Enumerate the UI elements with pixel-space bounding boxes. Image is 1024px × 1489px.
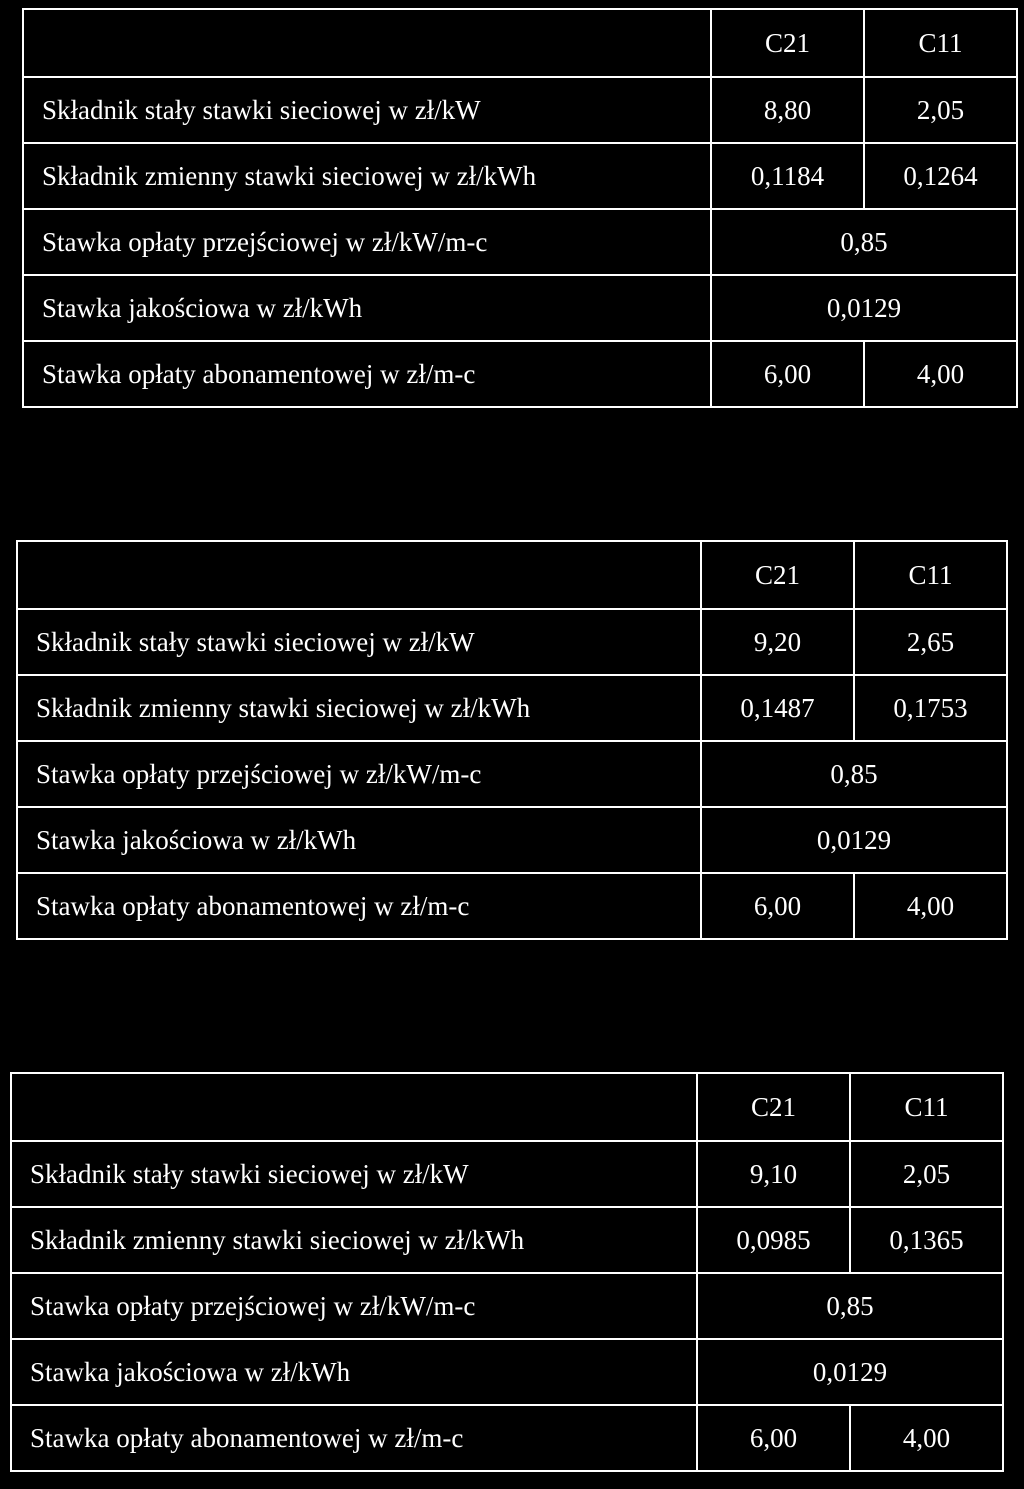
value-c11: 4,00 [854,873,1007,939]
value-c11: 2,05 [850,1141,1003,1207]
row-label: Składnik stały stawki sieciowej w zł/kW [17,609,701,675]
row-label: Stawka jakościowa w zł/kWh [11,1339,697,1405]
row-label: Stawka opłaty przejściowej w zł/kW/m-c [11,1273,697,1339]
value-c11: 4,00 [864,341,1017,407]
row-fixed-network [17,609,1007,675]
header-empty-cell [23,9,711,77]
table-header-row [23,9,1017,77]
row-label: Stawka jakościowa w zł/kWh [17,807,701,873]
value-c21: 6,00 [711,341,864,407]
value-c21: 0,1184 [711,143,864,209]
row-quality-rate [11,1339,1003,1405]
value-shared: 0,85 [711,209,1017,275]
row-subscription-fee [17,873,1007,939]
header-empty-cell [17,541,701,609]
value-shared: 0,0129 [697,1339,1003,1405]
row-transition-fee [23,209,1017,275]
value-c11: 2,65 [854,609,1007,675]
value-c11: 2,05 [864,77,1017,143]
row-transition-fee [17,741,1007,807]
row-label: Stawka opłaty abonamentowej w zł/m-c [17,873,701,939]
row-label: Stawka opłaty przejściowej w zł/kW/m-c [17,741,701,807]
tariff-table-2 [16,540,1008,940]
value-c11: 0,1753 [854,675,1007,741]
header-c11: C11 [850,1073,1003,1141]
value-c21: 0,0985 [697,1207,850,1273]
row-label: Stawka opłaty przejściowej w zł/kW/m-c [23,209,711,275]
value-c21: 8,80 [711,77,864,143]
value-c21: 6,00 [697,1405,850,1471]
value-shared: 0,0129 [701,807,1007,873]
value-shared: 0,0129 [711,275,1017,341]
row-label: Stawka jakościowa w zł/kWh [23,275,711,341]
tariff-table-1 [22,8,1018,408]
row-variable-network [11,1207,1003,1273]
row-label: Składnik zmienny stawki sieciowej w zł/kWh [17,675,701,741]
row-quality-rate [23,275,1017,341]
value-c11: 4,00 [850,1405,1003,1471]
row-quality-rate [17,807,1007,873]
table-header-row [17,541,1007,609]
row-label: Stawka opłaty abonamentowej w zł/m-c [23,341,711,407]
header-empty-cell [11,1073,697,1141]
header-c11: C11 [854,541,1007,609]
value-c21: 0,1487 [701,675,854,741]
row-subscription-fee [23,341,1017,407]
row-transition-fee [11,1273,1003,1339]
table-header-row [11,1073,1003,1141]
value-shared: 0,85 [697,1273,1003,1339]
header-c21: C21 [711,9,864,77]
value-c21: 9,20 [701,609,854,675]
header-c11: C11 [864,9,1017,77]
row-fixed-network [23,77,1017,143]
value-c11: 0,1264 [864,143,1017,209]
row-label: Składnik stały stawki sieciowej w zł/kW [23,77,711,143]
row-label: Składnik zmienny stawki sieciowej w zł/kWh [11,1207,697,1273]
value-c21: 6,00 [701,873,854,939]
row-variable-network [17,675,1007,741]
value-c11: 0,1365 [850,1207,1003,1273]
row-fixed-network [11,1141,1003,1207]
value-shared: 0,85 [701,741,1007,807]
row-label: Składnik stały stawki sieciowej w zł/kW [11,1141,697,1207]
value-c21: 9,10 [697,1141,850,1207]
header-c21: C21 [701,541,854,609]
header-c21: C21 [697,1073,850,1141]
tariff-table-3 [10,1072,1004,1472]
row-subscription-fee [11,1405,1003,1471]
row-label: Stawka opłaty abonamentowej w zł/m-c [11,1405,697,1471]
row-label: Składnik zmienny stawki sieciowej w zł/kWh [23,143,711,209]
row-variable-network [23,143,1017,209]
